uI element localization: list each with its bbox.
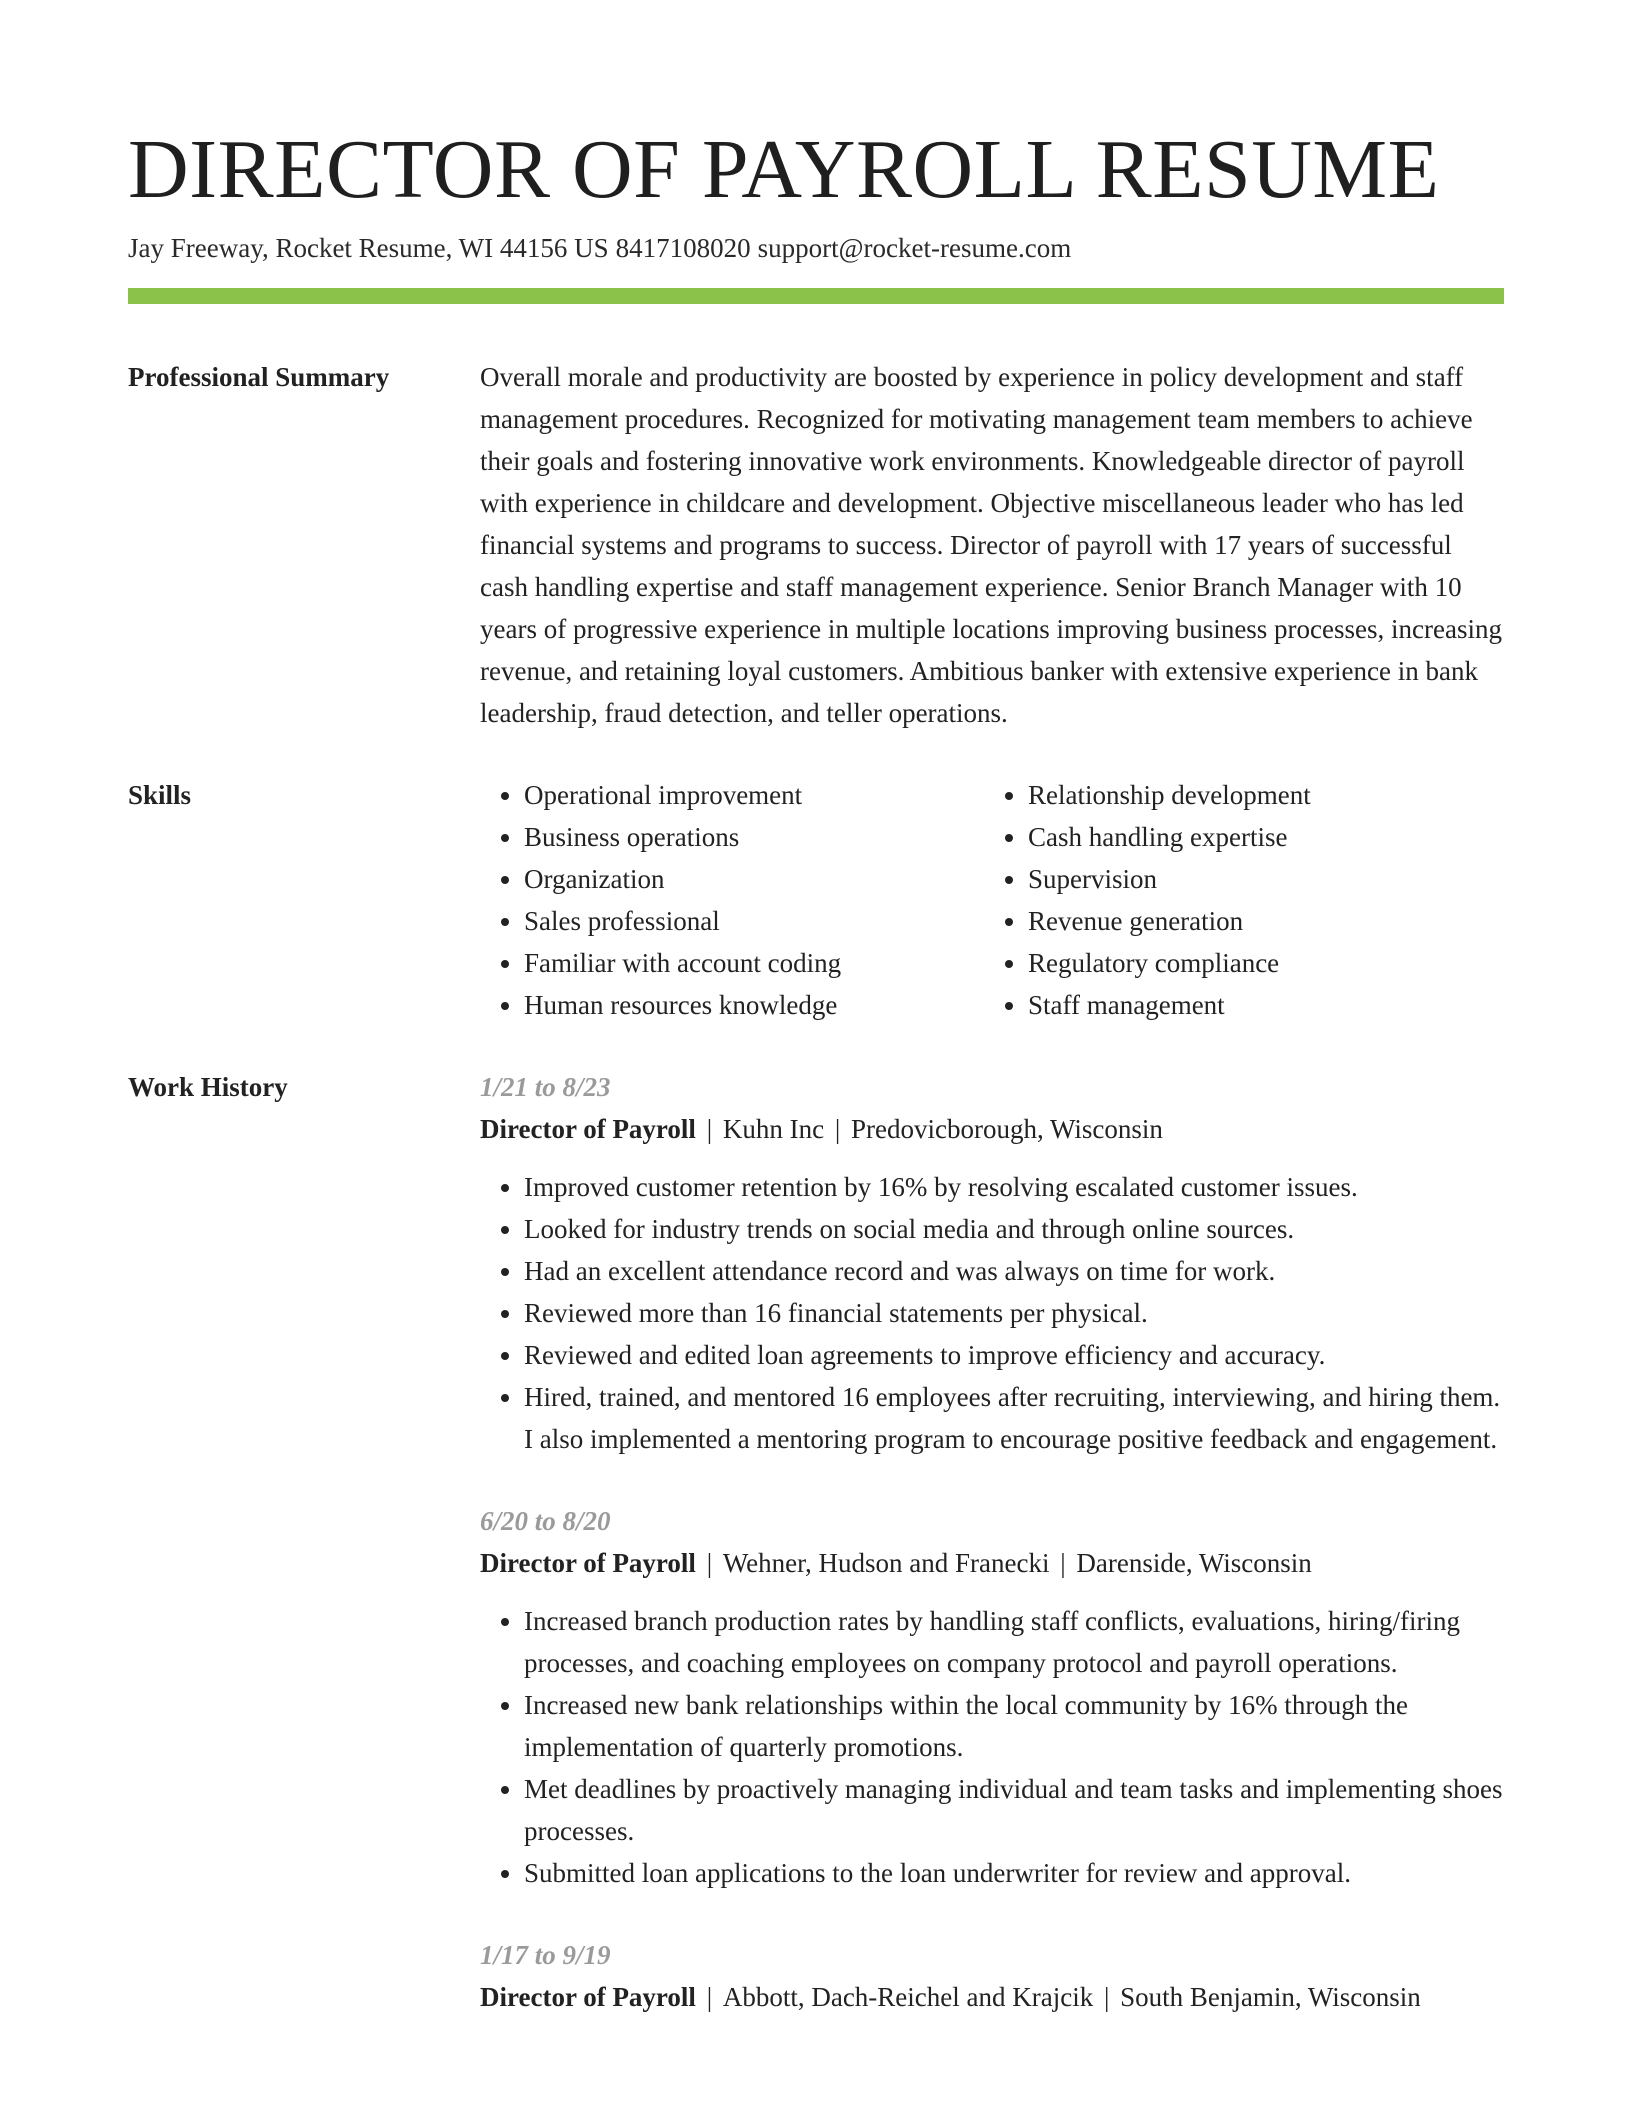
- job-company: Kuhn Inc: [722, 1114, 825, 1144]
- separator: |: [699, 1548, 719, 1578]
- job-title: Director of Payroll: [480, 1548, 696, 1578]
- job-company: Wehner, Hudson and Franecki: [722, 1548, 1050, 1578]
- job-bullet: • Hired, trained, and mentored 16 employees after recruiting, interviewing, and hiring them. I also implemented a mentoring program to encourage positive feedback and engagement.: [524, 1376, 1504, 1460]
- job-dates: 1/21 to 8/23: [480, 1072, 611, 1102]
- job-location: Predovicborough, Wisconsin: [850, 1114, 1163, 1144]
- job-header: [480, 1976, 1504, 2018]
- separator: |: [1053, 1548, 1073, 1578]
- job-bullet: • Increased new bank relationships within the local community by 16% through the implementation of quarterly promotions.: [524, 1684, 1504, 1768]
- resume-title: DIRECTOR OF PAYROLL RESUME: [128, 123, 1440, 216]
- skills-section: [128, 774, 1504, 1026]
- skill-item: • Operational improvement: [524, 774, 984, 816]
- contact-address: Jay Freeway, Rocket Resume, WI 44156 US: [128, 233, 609, 263]
- contact-line: [128, 230, 1504, 266]
- job-entry: [480, 1066, 1504, 1460]
- skill-item: • Organization: [524, 858, 984, 900]
- resume-page: [128, 120, 1504, 2098]
- skills-list-left: [480, 774, 984, 1026]
- job-bullets: [480, 1166, 1504, 1460]
- job-dates: 1/17 to 9/19: [480, 1940, 611, 1970]
- skill-item: • Sales professional: [524, 900, 984, 942]
- separator: |: [1097, 1982, 1117, 2012]
- skill-item: • Staff management: [1028, 984, 1528, 1026]
- work-history-section: [128, 1066, 1504, 2058]
- job-title: Director of Payroll: [480, 1982, 696, 2012]
- skill-item: • Relationship development: [1028, 774, 1528, 816]
- skill-item: • Human resources knowledge: [524, 984, 984, 1026]
- section-label-summary: Professional Summary: [128, 362, 390, 392]
- job-bullet: • Increased branch production rates by handling staff conflicts, evaluations, hiring/firing processes, and coaching employees on company protocol and payroll operations.: [524, 1600, 1504, 1684]
- contact-phone: 8417108020: [615, 233, 751, 263]
- job-location: South Benjamin, Wisconsin: [1120, 1982, 1421, 2012]
- job-dates: 6/20 to 8/20: [480, 1506, 611, 1536]
- job-bullet: • Met deadlines by proactively managing individual and team tasks and implementing shoes processes.: [524, 1768, 1504, 1852]
- job-location: Darenside, Wisconsin: [1076, 1548, 1312, 1578]
- skill-item: • Regulatory compliance: [1028, 942, 1528, 984]
- contact-email: support@rocket-resume.com: [757, 233, 1072, 263]
- job-header: [480, 1542, 1504, 1584]
- job-bullet: • Reviewed more than 16 financial statements per physical.: [524, 1292, 1504, 1334]
- skills-list-right: [984, 774, 1528, 1026]
- skill-item: • Cash handling expertise: [1028, 816, 1528, 858]
- job-bullet: • Improved customer retention by 16% by resolving escalated customer issues.: [524, 1166, 1504, 1208]
- separator: |: [699, 1114, 719, 1144]
- skill-item: • Supervision: [1028, 858, 1528, 900]
- job-bullet: • Submitted loan applications to the loan underwriter for review and approval.: [524, 1852, 1504, 1894]
- section-label-work-history: Work History: [128, 1072, 288, 1102]
- job-bullet: • Had an excellent attendance record and was always on time for work.: [524, 1250, 1504, 1292]
- separator: |: [699, 1982, 719, 2012]
- job-bullets: [480, 1600, 1504, 1894]
- professional-summary-section: [128, 356, 1504, 734]
- summary-text: Overall morale and productivity are boosted by experience in policy development and staff management procedures. Recognized for motivating management team members to achieve their goals and fostering innovative work environments. Knowledgeable director of payroll with experience in childcare and development. Objective miscellaneous leader who has led financial systems and programs to success. Director of payroll with 17 years of successful cash handling expertise and staff management experience. Senior Branch Manager with 10 years of progressive experience in multiple locations improving business processes, increasing revenue, and retaining loyal customers. Ambitious banker with extensive experience in bank leadership, fraud detection, and teller operations.: [480, 362, 1502, 728]
- job-bullet: • Reviewed and edited loan agreements to improve efficiency and accuracy.: [524, 1334, 1504, 1376]
- job-header: [480, 1108, 1504, 1150]
- section-label-skills: Skills: [128, 780, 192, 810]
- job-bullet: • Looked for industry trends on social media and through online sources.: [524, 1208, 1504, 1250]
- job-company: Abbott, Dach-Reichel and Krajcik: [722, 1982, 1094, 2012]
- job-entry: [480, 1934, 1504, 2018]
- separator: |: [828, 1114, 847, 1144]
- job-entry: [480, 1500, 1504, 1894]
- skill-item: • Familiar with account coding: [524, 942, 984, 984]
- skill-item: • Business operations: [524, 816, 984, 858]
- job-title: Director of Payroll: [480, 1114, 696, 1144]
- accent-divider: [128, 288, 1504, 304]
- skill-item: • Revenue generation: [1028, 900, 1528, 942]
